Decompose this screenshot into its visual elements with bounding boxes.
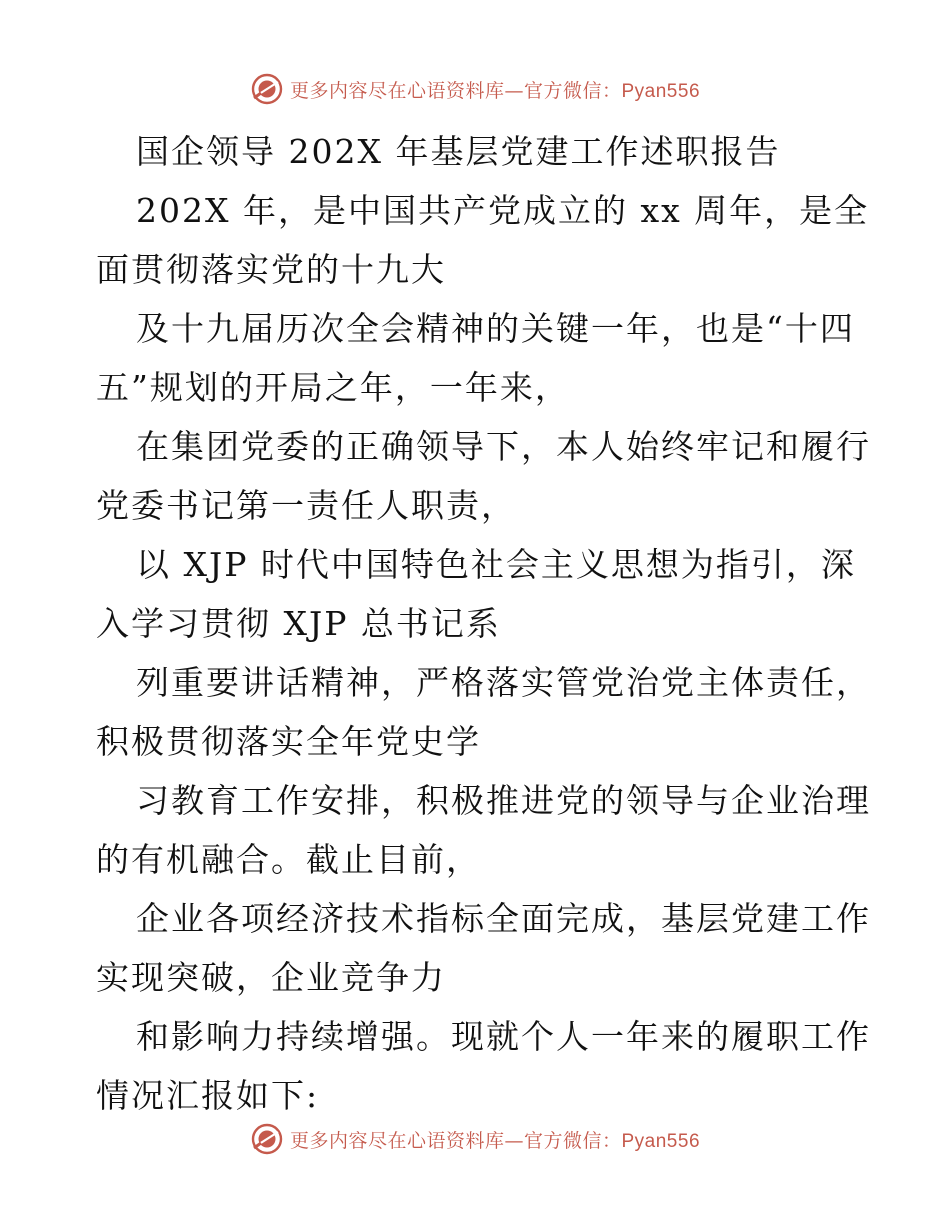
document-line: 在集团党委的正确领导下，本人始终牢记和履行 [136,427,871,466]
document-line: 实现突破，企业竞争力 [96,958,446,997]
document-line: 的有机融合。截止目前， [96,840,481,879]
watermark-text [290,1126,700,1153]
watermark-main: 更多内容尽在心语资料库 [289,1129,505,1152]
document-body [96,122,876,1125]
watermark-id: Pyan556 [621,80,701,102]
watermark-main: 更多内容尽在心语资料库 [289,79,505,102]
document-line: 党委书记第一责任人职责， [96,486,516,525]
document-line: 及十九届历次全会精神的关键一年，也是“十四 [136,309,855,348]
watermark-separator: — [504,1129,524,1152]
document-line: 202X 年，是中国共产党成立的 xx 周年，是全 [136,191,870,230]
document-line: 企业各项经济技术指标全面完成，基层党建工作 [136,899,871,938]
logo-seal-icon [250,1122,284,1156]
logo-seal-icon [250,72,284,106]
watermark-suffix: 官方微信： [523,79,622,102]
document-line: 以 XJP 时代中国特色社会主义思想为指引，深 [136,545,856,584]
document-line: 入学习贯彻 XJP 总书记系 [96,604,501,643]
document-line: 情况汇报如下: [96,1076,320,1115]
watermark-text [290,76,700,103]
watermark-suffix: 官方微信： [523,1129,622,1152]
watermark-separator: — [504,79,524,102]
watermark-id: Pyan556 [621,1130,701,1152]
document-line: 五”规划的开局之年，一年来， [96,368,570,407]
header-watermark [0,72,950,106]
document-title: 国企领导 202X 年基层党建工作述职报告 [136,132,781,171]
document-line: 面贯彻落实党的十九大 [96,250,446,289]
document-line: 和影响力持续增强。现就个人一年来的履职工作 [136,1017,871,1056]
document-line: 习教育工作安排，积极推进党的领导与企业治理 [136,781,871,820]
footer-watermark [0,1122,950,1156]
document-line: 积极贯彻落实全年党史学 [96,722,481,761]
document-line: 列重要讲话精神，严格落实管党治党主体责任， [136,663,871,702]
